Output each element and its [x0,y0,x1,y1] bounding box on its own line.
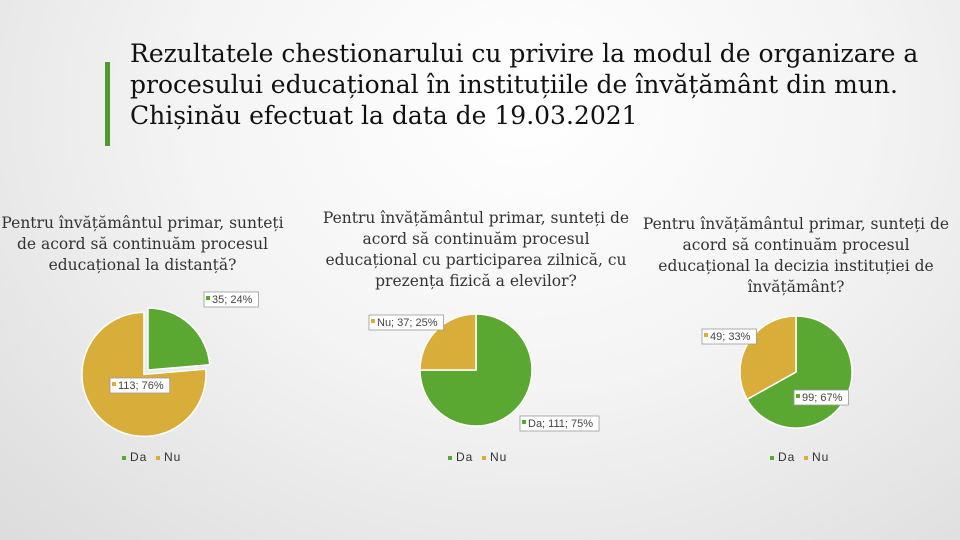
chart-1-data-label-nu [110,378,170,393]
svg-text:Da: Da [456,450,474,464]
svg-text:35; 24%: 35; 24% [212,294,253,306]
chart-3-title: Pentru învățământul primar, sunteți de acord să continuăm procesul educațional la decizia instituției de învățământ? [642,215,950,296]
slide-title: Rezultatele chestionarului cu privire la modul de organizare a procesului educațional în instituțiile de învățământ din mun. Chișinău efectuat la data de 19.03.2021 [130,39,919,130]
svg-text:Da: Da [130,450,148,464]
chart-1-slice-da [148,308,210,370]
chart-2-data-label-da [520,416,599,431]
svg-text:Nu: Nu [812,450,830,464]
chart-2-title: Pentru învățământul primar, sunteți de acord să continuăm procesul educațional cu participarea zilnică, cu prezența fizică a elevilor? [322,209,630,290]
chart-1-legend-da [122,450,147,464]
chart-3-legend-da [770,450,795,464]
chart-2-legend-da [448,450,473,464]
svg-text:Da; 111; 75%: Da; 111; 75% [528,418,594,430]
svg-text:Nu: Nu [490,450,508,464]
svg-text:49; 33%: 49; 33% [710,331,751,343]
chart-3-data-label-da [794,390,848,405]
chart-1-legend-nu [156,450,181,464]
chart-2-data-label-nu [369,315,444,330]
svg-text:Nu; 37; 25%: Nu; 37; 25% [377,317,438,329]
svg-text:Nu: Nu [164,450,182,464]
chart-3-legend-nu [804,450,829,464]
chart-1-data-label-da [204,292,258,307]
chart-1-title: Pentru învățământul primar, sunteți de acord să continuăm procesul educațional la distanță? [1,214,284,274]
chart-3-data-label-nu [702,329,756,344]
chart-2-legend-nu [482,450,507,464]
svg-text:113; 76%: 113; 76% [118,380,164,392]
svg-text:99; 67%: 99; 67% [802,392,843,404]
svg-text:Da: Da [778,450,796,464]
